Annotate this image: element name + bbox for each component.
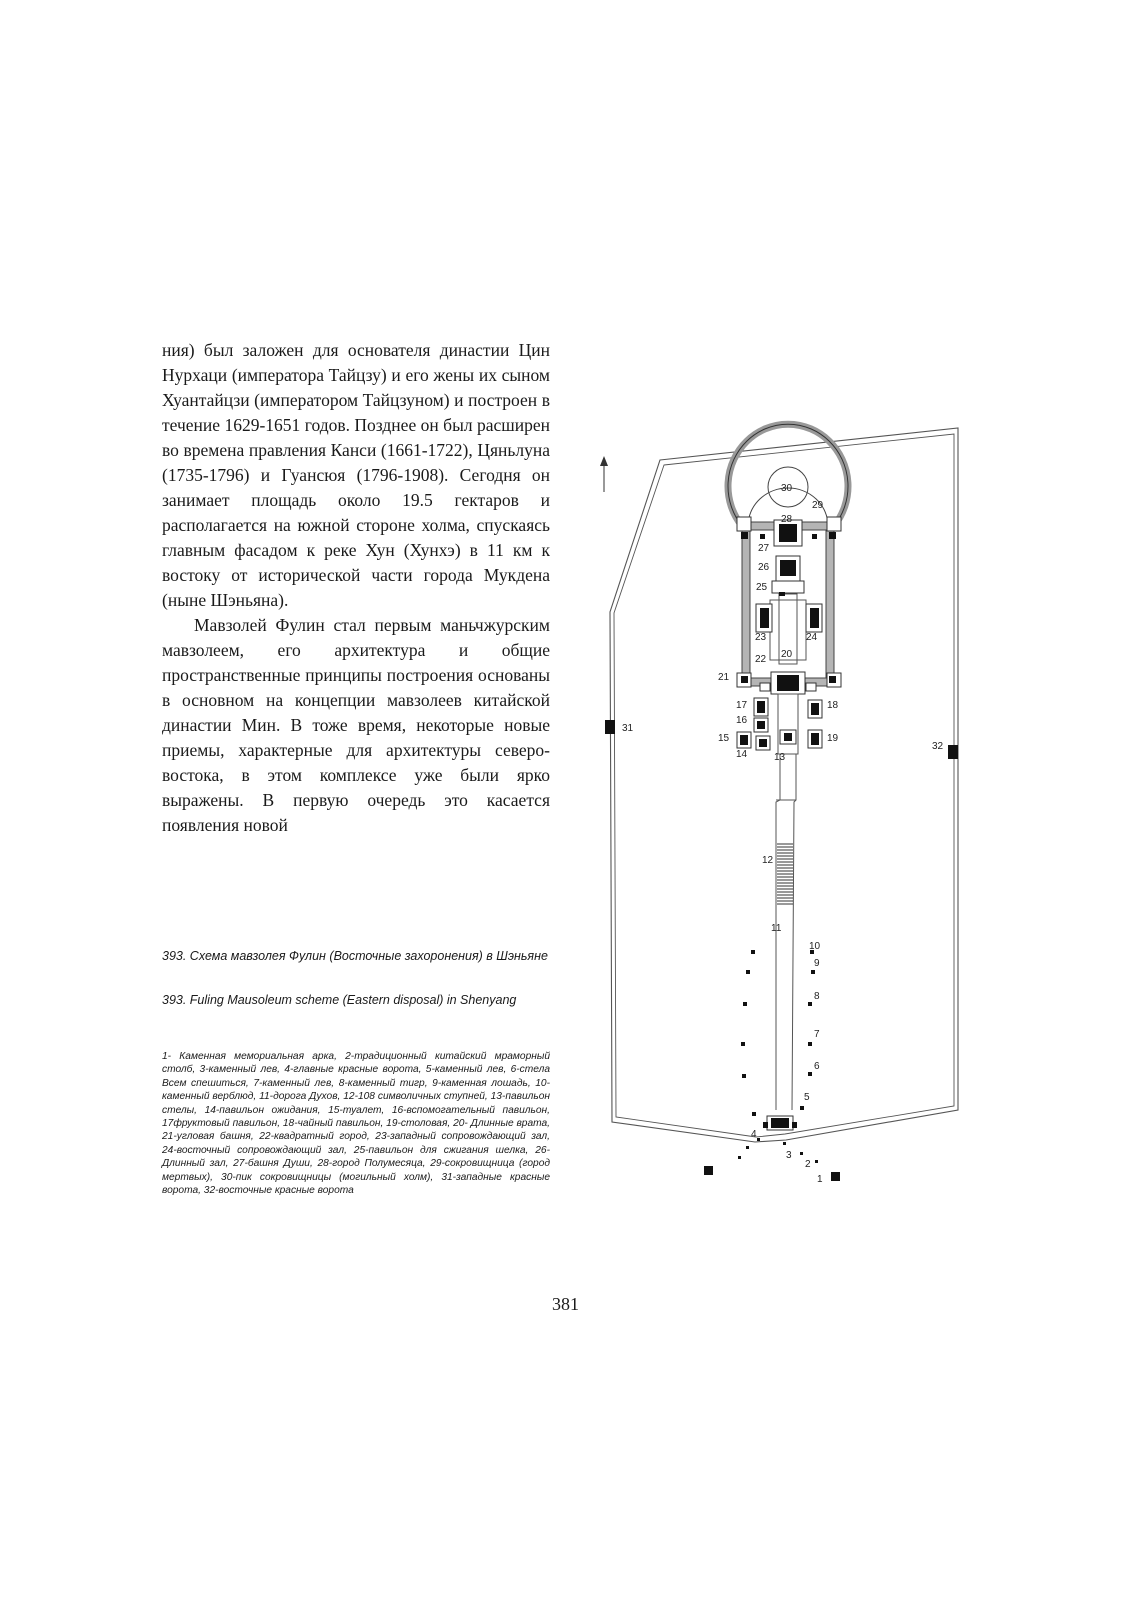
- plan-label: 28: [781, 514, 793, 525]
- plan-label: 13: [774, 752, 786, 763]
- plan-label: 29: [812, 500, 824, 511]
- plan-label: 15: [718, 733, 730, 744]
- plan-label: 26: [758, 562, 770, 573]
- plan-label: 3: [786, 1150, 792, 1161]
- plan-label: 17: [736, 700, 748, 711]
- plan-label: 7: [814, 1029, 820, 1040]
- plan-label: 12: [762, 855, 774, 866]
- marble-pillar: [831, 1172, 840, 1181]
- plan-label: 14: [736, 749, 748, 760]
- paragraph-1: ния) был заложен для основателя династии Цин Нурхаци (императора Тайцзу) и его жены их сыном Хуантайцзи (императором Тайцзуном) и построен в течение 1629-1651 годов. Позднее он был расширен во времена правления Канси (1661-1722), Цяньлуна (1735-1796) и Гуансюя (1796-1908). Сегодня он занимает площадь около 19.5 гектаров и располагается на южной стороне холма, спускаясь главным фасадом к реке Хун (Хунхэ) в 11 км к востоку от исторической части города Мукдена (ныне Шэньяна).: [162, 340, 550, 610]
- north-arrow-icon: [600, 456, 608, 492]
- plan-label: 25: [756, 582, 768, 593]
- plan-label: 10: [809, 941, 821, 952]
- corner-tower: [827, 517, 841, 531]
- plan-label: 8: [814, 991, 820, 1002]
- plan-label: 24: [806, 632, 818, 643]
- plan-label: 11: [771, 923, 782, 934]
- page-number: 381: [552, 1294, 579, 1314]
- figure-caption-ru: 393. Схема мавзолея Фулин (Восточные захоронения) в Шэньяне: [162, 949, 548, 963]
- plan-label: 6: [814, 1061, 820, 1072]
- treasure-city: [728, 424, 848, 526]
- plan-label: 32: [932, 741, 944, 752]
- west-red-gate: [605, 720, 615, 734]
- plan-label: 19: [827, 733, 839, 744]
- figure-legend: 1- Каменная мемориальная арка, 2-традиционный китайский мраморный столб, 3-каменный лев, 4-главные красные ворота, 5-каменный лев, 6-стела Всем спешиться, 7-каменный лев, 8-каменный тигр, 9-каменная лошадь, 10-каменный верблюд, 11-дорога Духов, 12-108 символичных ступней, 13-павильон стелы, 14-павильон ожидания, 15-туалет, 16-вспомогательный павильон, 17фруктовый павильон, 18-чайный павильон, 19-столовая, 20- Длинные врата, 21-угловая башня, 22-квадратный город, 23-западный сопровождающий зал, 24-восточный сопровождающий зал, 25-павильон для сжигания шелка, 26-Длинный зал, 27-башня Души, 28-город Полумесяца, 29-сокровищница (город мертвых), 30-пик сокровищницы (могильный холм), 31-западные красные ворота, 32-восточные красные ворота: [162, 1051, 550, 1197]
- plan-label: 9: [814, 958, 820, 969]
- plan-label: 27: [758, 543, 770, 554]
- plan-label: 22: [755, 654, 767, 665]
- corner-tower: [737, 517, 751, 531]
- memorial-arch: [704, 1166, 713, 1175]
- paragraph-2: Мавзолей Фулин стал первым маньчжурским мавзолеем, его архитектура и общие пространственные принципы построения основаны в основном на концепции мавзолеев китайской династии Мин. В тоже время, некоторые новые приемы, характерные для архитектуры северо-востока, в этом комплексе уже были ярко выражены. В первую очередь это касается появления новой: [162, 615, 550, 835]
- plan-label: 20: [781, 649, 793, 660]
- east-red-gate: [948, 745, 958, 759]
- figure-caption-en: 393. Fuling Mausoleum scheme (Eastern disposal) in Shenyang: [162, 993, 517, 1007]
- plan-label: 30: [781, 483, 793, 494]
- plan-label: 5: [804, 1092, 810, 1103]
- plan-label: 1: [817, 1174, 823, 1185]
- plan-label: 16: [736, 715, 748, 726]
- plan-label: 23: [755, 632, 767, 643]
- plan-label: 2: [805, 1159, 811, 1170]
- plan-label: 21: [718, 672, 730, 683]
- plan-label: 31: [622, 723, 634, 734]
- steps-108: [777, 844, 793, 904]
- plan-label: 18: [827, 700, 839, 711]
- plan-label: 4: [751, 1129, 757, 1140]
